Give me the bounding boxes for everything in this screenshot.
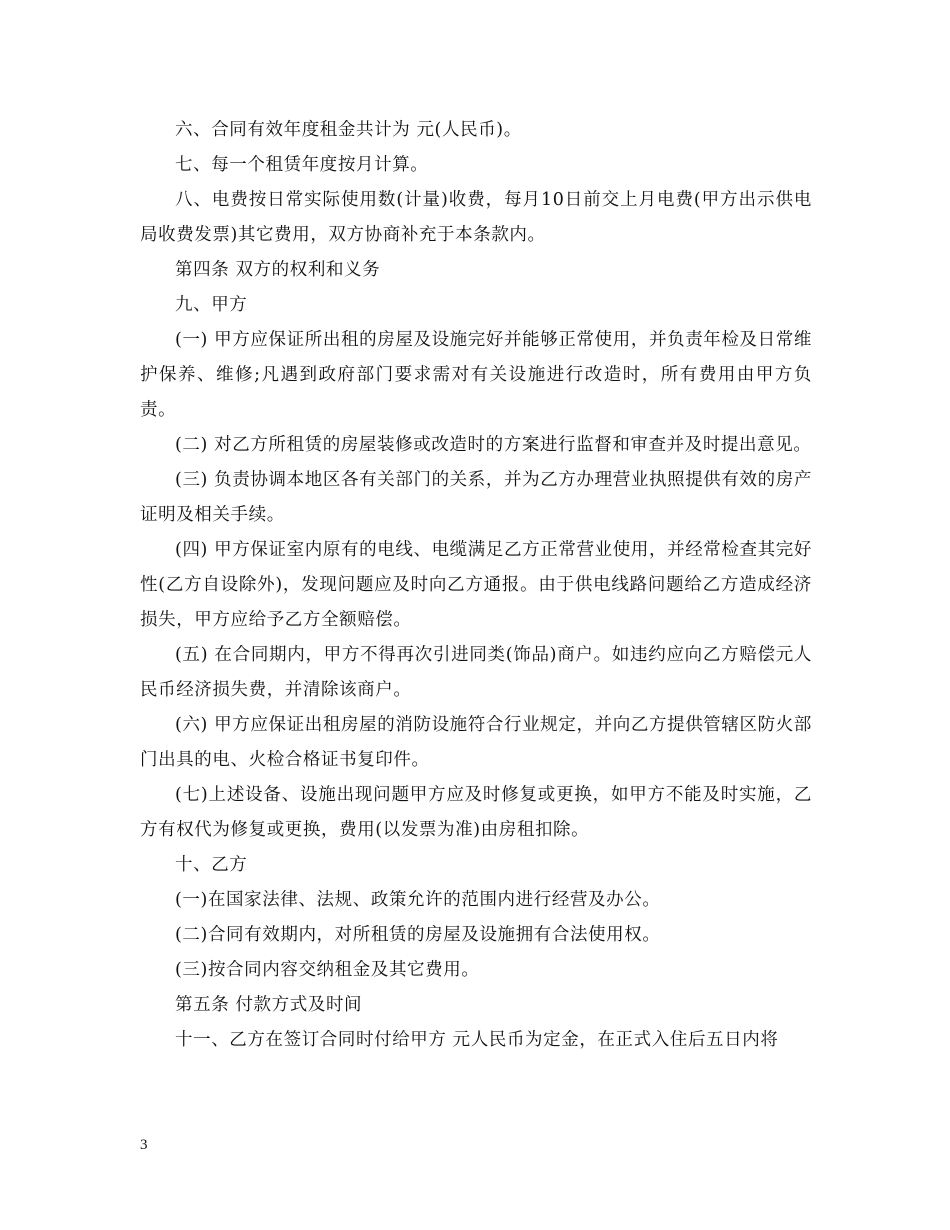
paragraph-party-a-4: (四) 甲方保证室内原有的电线、电缆满足乙方正常营业使用，并经常检查其完好性(乙方自设除外)，发现问题应及时向乙方通报。由于供电线路问题给乙方造成经济损失，甲方应给予乙方全额赔偿。 bbox=[140, 540, 812, 630]
paragraph-monthly-calc: 七、每一个租赁年度按月计算。 bbox=[175, 155, 429, 175]
paragraph-party-a-2: (二) 对乙方所租赁的房屋装修或改造时的方案进行监督和审查并及时提出意见。 bbox=[175, 435, 812, 455]
paragraph-deposit: 十一、乙方在签订合同时付给甲方 元人民币为定金，在正式入住后五日内将 bbox=[175, 1030, 779, 1050]
paragraph-party-a-6: (六) 甲方应保证出租房屋的消防设施符合行业规定，并向乙方提供管辖区防火部门出具的电、火检合格证书复印件。 bbox=[140, 715, 812, 770]
subheading-party-a: 九、甲方 bbox=[175, 295, 248, 315]
paragraph-party-b-2: (二)合同有效期内，对所租赁的房屋及设施拥有合法使用权。 bbox=[175, 925, 661, 945]
document-body bbox=[140, 113, 812, 1058]
paragraph-party-a-1: (一) 甲方应保证所出租的房屋及设施完好并能够正常使用，并负责年检及日常维护保养、维修;凡遇到政府部门要求需对有关设施进行改造时，所有费用由甲方负责。 bbox=[140, 330, 812, 420]
paragraph-party-a-3: (三) 负责协调本地区各有关部门的关系，并为乙方办理营业执照提供有效的房产证明及相关手续。 bbox=[140, 470, 812, 525]
paragraph-party-a-7: (七)上述设备、设施出现问题甲方应及时修复或更换，如甲方不能及时实施，乙方有权代为修复或更换，费用(以发票为准)由房租扣除。 bbox=[140, 785, 812, 840]
paragraph-party-a-5: (五) 在合同期内，甲方不得再次引进同类(饰品)商户。如违约应向乙方赔偿元人民币经济损失费，并清除该商户。 bbox=[140, 645, 812, 700]
page-number: 3 bbox=[140, 1137, 148, 1153]
paragraph-rent-total: 六、合同有效年度租金共计为 元(人民币)。 bbox=[175, 120, 522, 140]
paragraph-electricity: 八、电费按日常实际使用数(计量)收费，每月10日前交上月电费(甲方出示供电局收费发票)其它费用，双方协商补充于本条款内。 bbox=[140, 190, 812, 245]
paragraph-party-b-1: (一)在国家法律、法规、政策允许的范围内进行经营及办公。 bbox=[175, 890, 661, 910]
subheading-party-b: 十、乙方 bbox=[175, 855, 248, 875]
section-heading-article-5: 第五条 付款方式及时间 bbox=[175, 995, 363, 1015]
section-heading-article-4: 第四条 双方的权利和义务 bbox=[175, 260, 381, 280]
paragraph-party-b-3: (三)按合同内容交纳租金及其它费用。 bbox=[175, 960, 480, 980]
